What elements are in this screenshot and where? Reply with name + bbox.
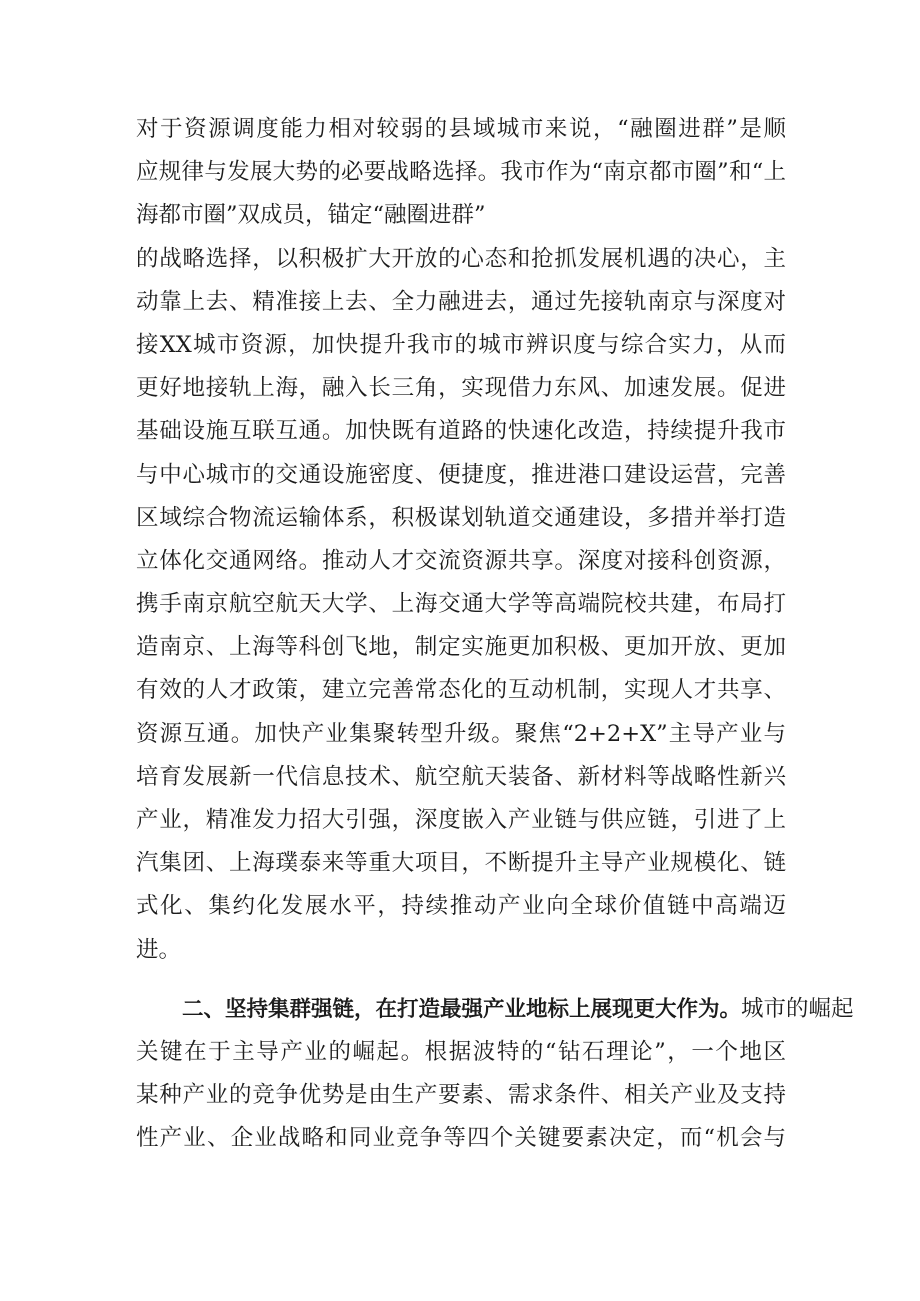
text-line: 汽集团、上海璞泰来等重大项目，不断提升主导产业规模化、链 [136,850,786,877]
text-line: 有效的人才政策，建立完善常态化的互动机制，实现人才共享、 [136,677,786,704]
text-line: 的战略选择，以积极扩大开放的心态和抢抓发展机遇的决心，主 [136,245,786,272]
text-line: 式化、集约化发展水平，持续推动产业向全球价值链中高端迈 [136,893,786,920]
text-line: 应规律与发展大势的必要战略选择。我市作为“南京都市圈”和“上 [136,159,786,186]
text-line: 产业，精准发力招大引强，深度嵌入产业链与供应链，引进了上 [136,807,786,833]
text-line: 基础设施互联互通。加快既有道路的快速化改造，持续提升我市 [136,418,786,445]
text-line: 性产业、企业战略和同业竞争等四个关键要素决定，而“机会与 [136,1125,786,1152]
text-line: 进。 [136,936,182,963]
document-body [136,108,854,1161]
text-line: 与中心城市的交通设施密度、便捷度，推进港口建设运营，完善 [136,461,786,488]
text-line: 某种产业的竞争优势是由生产要素、需求条件、相关产业及支持 [136,1082,786,1109]
text-line: 对于资源调度能力相对较弱的县域城市来说，“融圈进群”是顺 [136,116,786,142]
paragraph-2-first-line [136,988,854,1031]
text-line: 携手南京航空航天大学、上海交通大学等高端院校共建，布局打 [136,591,786,618]
paragraph-gap [136,972,786,988]
text-line: 立体化交通网络。推动人才交流资源共享。深度对接科创资源， [136,547,786,574]
paragraph-1 [136,108,786,972]
text-line: 资源互通。加快产业集聚转型升级。聚焦“2+2+X”主导产业与 [136,720,786,747]
paragraph-2 [136,988,854,1161]
text-run: 城市的崛起 [741,995,854,1022]
text-line: 海都市圈”双成员，锚定“融圈进群” [136,202,486,229]
text-line: 接XX城市资源，加快提升我市的城市辨识度与综合实力，从而 [136,331,786,358]
text-line: 造南京、上海等科创飞地，制定实施更加积极、更加开放、更加 [136,634,786,661]
section-heading: 二、坚持集群强链，在打造最强产业地标上展现更大作为。 [182,996,742,1022]
text-line: 区域综合物流运输体系，积极谋划轨道交通建设，多措并举打造 [136,504,786,531]
text-line: 更好地接轨上海，融入长三角，实现借力东风、加速发展。促进 [136,375,786,402]
text-line: 关键在于主导产业的崛起。根据波特的“钻石理论”，一个地区 [136,1038,786,1065]
text-line: 培育发展新一代信息技术、航空航天装备、新材料等战略性新兴 [136,763,786,790]
text-line: 动靠上去、精准接上去、全力融进去，通过先接轨南京与深度对 [136,288,786,315]
